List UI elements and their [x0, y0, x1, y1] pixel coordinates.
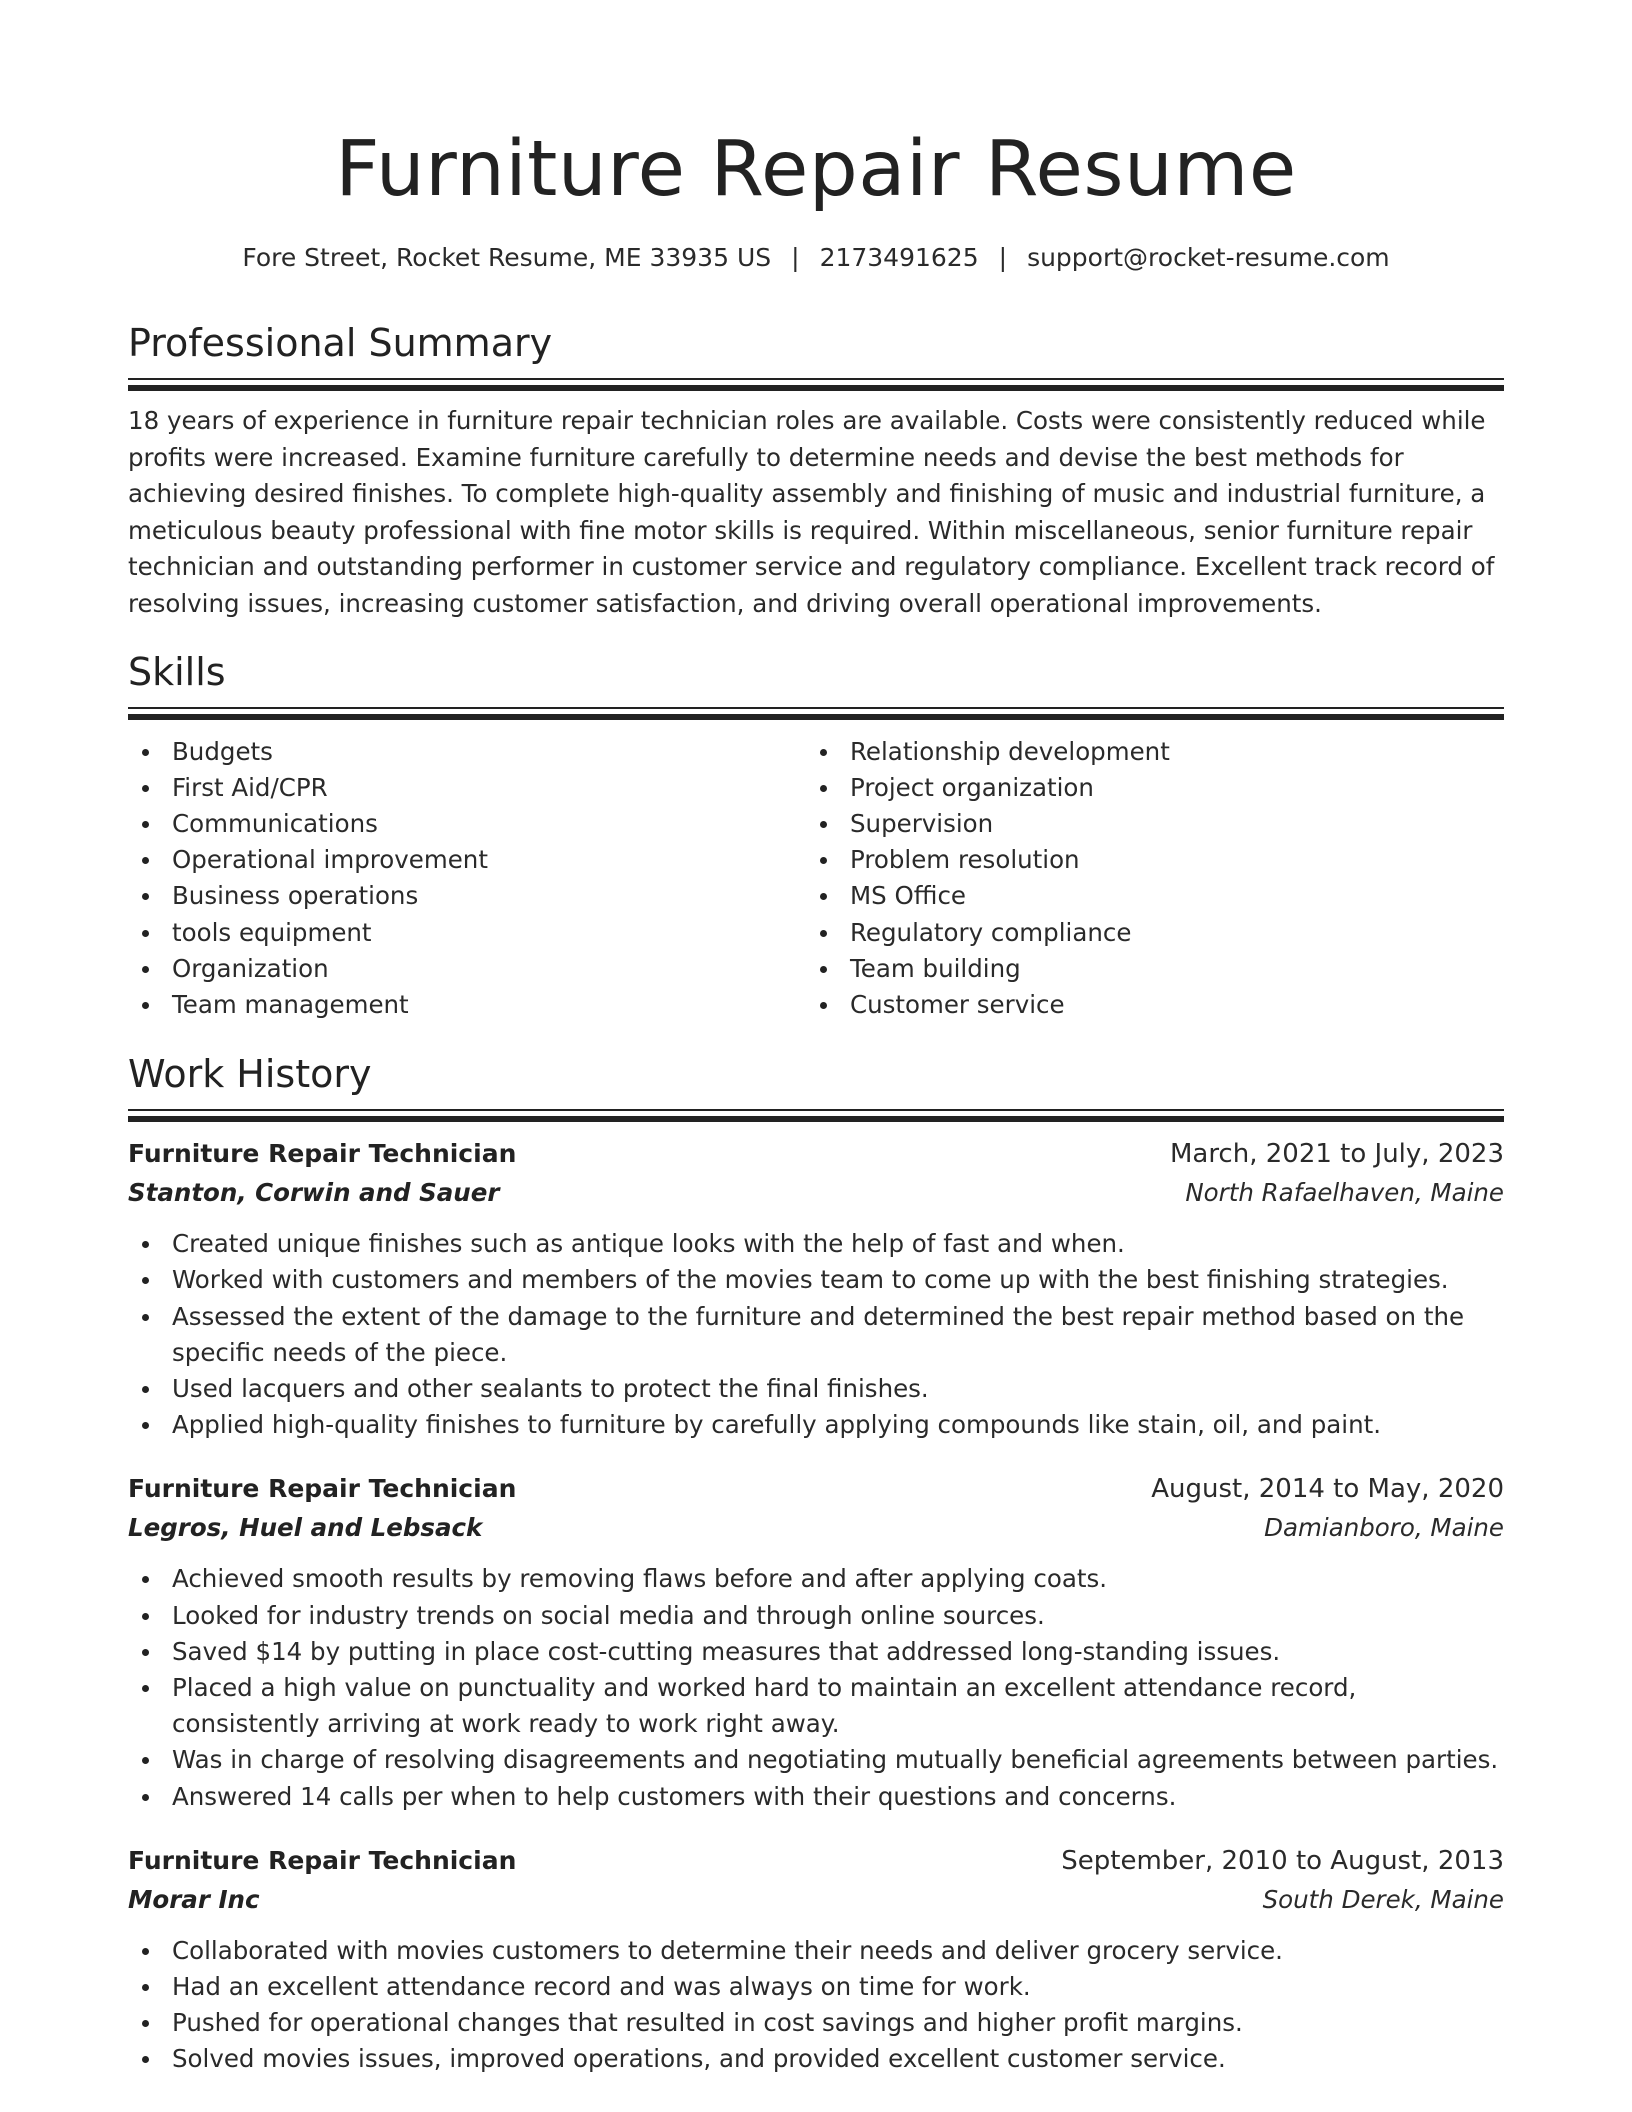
job-bullet: Created unique finishes such as antique looks with the help of fast and when. — [128, 1226, 1504, 1262]
job-bullet: Had an excellent attendance record and was always on time for work. — [128, 1969, 1504, 2005]
skill-item: Regulatory compliance — [806, 915, 1484, 951]
job-dates: March, 2021 to July, 2023 — [1169, 1139, 1504, 1170]
contact-separator: | — [998, 243, 1008, 272]
job-header-row — [128, 1469, 1504, 1509]
job-bullet: Answered 14 calls per when to help customers with their questions and concerns. — [128, 1779, 1504, 1815]
job-location: Damianboro, Maine — [1264, 1513, 1504, 1543]
job-bullet: Was in charge of resolving disagreements and negotiating mutually beneficial agreements between parties. — [128, 1742, 1504, 1778]
work-history-section — [128, 1049, 1504, 2077]
contact-address: Fore Street, Rocket Resume, ME 33935 US — [242, 243, 772, 272]
summary-heading: Professional Summary — [128, 321, 553, 365]
section-divider-thick — [128, 385, 1504, 391]
skill-item: tools equipment — [128, 915, 806, 951]
skill-item: Business operations — [128, 878, 806, 914]
job-entry — [128, 1841, 1504, 2078]
job-bullet: Worked with customers and members of the movies team to come up with the best finishing strategies. — [128, 1262, 1504, 1298]
summary-text: 18 years of experience in furniture repair technician roles are available. Costs were consistently reduced while profits were increased. Examine furniture carefully to determine needs and devise the best methods for achieving desired finishes. To complete high-quality assembly and finishing of music and industrial furniture, a meticulous beauty professional with fine motor skills is required. Within miscellaneous, senior furniture repair technician and outstanding performer in customer service and regulatory compliance. Excellent track record of resolving issues, increasing customer satisfaction, and driving overall operational improvements. — [128, 406, 1495, 618]
job-entry — [128, 1469, 1504, 1814]
skill-item: Team management — [128, 987, 806, 1023]
job-dates: September, 2010 to August, 2013 — [1061, 1845, 1504, 1876]
job-bullet: Assessed the extent of the damage to the furniture and determined the best repair method based on the specific needs of the piece. — [128, 1299, 1504, 1371]
job-bullet: Applied high-quality finishes to furniture by carefully applying compounds like stain, oil, and paint. — [128, 1407, 1504, 1443]
job-company-row — [128, 1509, 1504, 1547]
work-history-heading: Work History — [128, 1052, 372, 1097]
job-bullet: Collaborated with movies customers to determine their needs and deliver grocery service. — [128, 1933, 1504, 1969]
contact-phone: 2173491625 — [819, 243, 979, 272]
job-company: Stanton, Corwin and Sauer — [128, 1178, 500, 1208]
job-bullet: Pushed for operational changes that resulted in cost savings and higher profit margins. — [128, 2005, 1504, 2041]
job-header-row — [128, 1841, 1504, 1881]
skills-columns — [128, 734, 1504, 1024]
job-company-row — [128, 1881, 1504, 1919]
page-title: Furniture Repair Resume — [335, 125, 1297, 214]
section-divider-thick — [128, 1116, 1504, 1122]
skill-item: Project organization — [806, 770, 1484, 806]
skill-item: Problem resolution — [806, 842, 1484, 878]
resume-page — [128, 0, 1504, 2078]
skills-list-right — [806, 734, 1484, 1024]
job-bullet: Placed a high value on punctuality and worked hard to maintain an excellent attendance record, consistently arriving at work ready to work right away. — [128, 1670, 1504, 1742]
job-bullet: Achieved smooth results by removing flaws before and after applying coats. — [128, 1561, 1504, 1597]
skill-item: Organization — [128, 951, 806, 987]
section-divider — [128, 707, 1504, 709]
skill-item: Team building — [806, 951, 1484, 987]
job-title: Furniture Repair Technician — [128, 1474, 517, 1504]
job-bullet: Saved $14 by putting in place cost-cutting measures that addressed long-standing issues. — [128, 1634, 1504, 1670]
job-bullets — [128, 1933, 1504, 2078]
job-dates: August, 2014 to May, 2020 — [1151, 1474, 1504, 1505]
contact-separator: | — [791, 243, 800, 272]
job-bullet: Solved movies issues, improved operations, and provided excellent customer service. — [128, 2041, 1504, 2077]
contact-email: support@rocket-resume.com — [1027, 243, 1390, 272]
section-divider — [128, 378, 1504, 380]
skill-item: Supervision — [806, 806, 1484, 842]
job-entry — [128, 1134, 1504, 1443]
job-title: Furniture Repair Technician — [128, 1139, 517, 1169]
job-company-row — [128, 1174, 1504, 1212]
job-location: North Rafaelhaven, Maine — [1185, 1178, 1504, 1208]
job-bullet: Looked for industry trends on social media and through online sources. — [128, 1598, 1504, 1634]
job-bullets — [128, 1226, 1504, 1443]
job-header-row — [128, 1134, 1504, 1174]
contact-line — [128, 240, 1504, 276]
section-divider — [128, 1109, 1504, 1111]
job-company: Morar Inc — [128, 1884, 260, 1914]
skills-section — [128, 647, 1504, 1024]
job-bullets — [128, 1561, 1504, 1814]
section-divider-thick — [128, 714, 1504, 720]
skills-list-left — [128, 734, 806, 1024]
job-title: Furniture Repair Technician — [128, 1845, 517, 1875]
skill-item: Budgets — [128, 734, 806, 770]
summary-section — [128, 318, 1504, 622]
skills-heading: Skills — [128, 649, 226, 694]
skill-item: Relationship development — [806, 734, 1484, 770]
skill-item: Operational improvement — [128, 842, 806, 878]
skill-item: MS Office — [806, 878, 1484, 914]
skill-item: First Aid/CPR — [128, 770, 806, 806]
skill-item: Customer service — [806, 987, 1484, 1023]
skill-item: Communications — [128, 806, 806, 842]
job-bullet: Used lacquers and other sealants to protect the final finishes. — [128, 1371, 1504, 1407]
job-location: South Derek, Maine — [1262, 1884, 1504, 1914]
job-company: Legros, Huel and Lebsack — [128, 1513, 483, 1543]
